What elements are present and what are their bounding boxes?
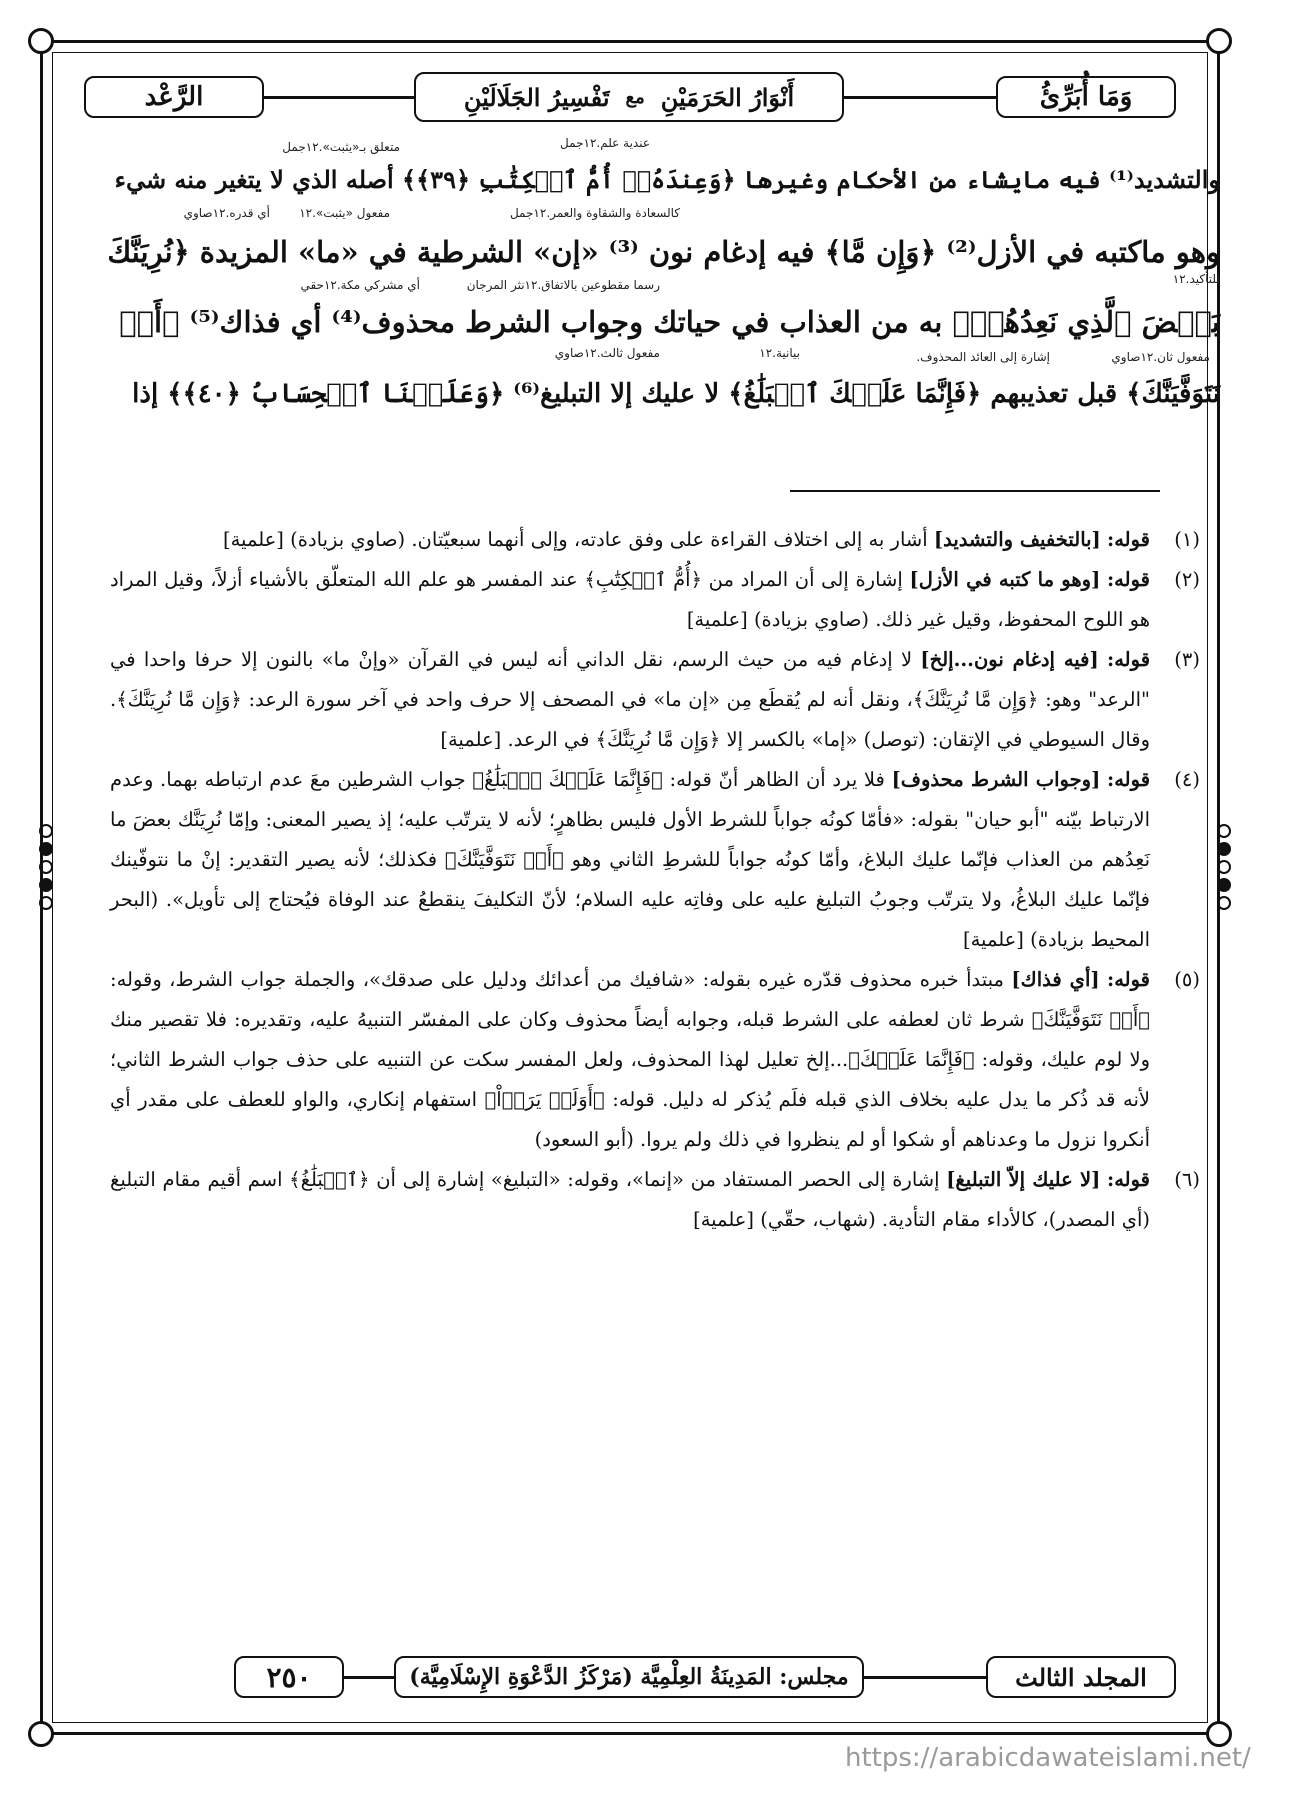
footnote-key: [بالتخفيف والتشديد]	[933, 528, 1101, 551]
footer-publisher: مجلس: المَدِينَةُ العِلْمِيَّة (مَرْكَزُ الدَّعْوَةِ الإِسْلَامِيَّة)	[394, 1656, 864, 1698]
footer-rule	[864, 1676, 986, 1679]
interlinear-note: رسما مقطوعين بالاتفاق.١٢نثر المرجان	[466, 278, 660, 292]
footnote-key: [وهو ما كتبه في الأزل]	[909, 568, 1101, 591]
interlinear-note: كالسعادة والشقاوة والعمر.١٢جمل	[509, 206, 680, 220]
header-rule	[264, 96, 414, 99]
corner-ornament-bottom-left	[28, 1721, 54, 1747]
tafsir-line-3: بَعۡضَ ٱلَّذِي نَعِدُهُمۡ﴾ به من العذاب في حياتك وجواب الشرط محذوف⁽⁴⁾ أي فذاك⁽⁵⁾ ﴿أَوۡ	[119, 305, 1220, 339]
footnote-lead: قوله:	[1107, 1168, 1151, 1191]
footnote-lead: قوله:	[1107, 768, 1151, 791]
footnote-text: إشارة إلى أن المراد من ﴿أُمُّ ٱلۡكِتَٰبِ﴾ عند المفسر هو علم الله المتعلّق بالأشياء أزلاً، وقيل المراد هو اللوح المحفوظ، وقيل غير ذلك. (صاوي بزيادة) [علمية]	[110, 568, 1150, 631]
page-footer	[64, 1650, 1196, 1706]
footnote-text: أشار به إلى اختلاف القراءة على وفق عادته، وإلى أنهما سبعيّتان. (صاوي بزيادة) [علمية]	[223, 528, 928, 551]
tafsir-line-4: نَتَوَفَّيَنَّكَ﴾ قبل تعذيبهم ﴿فَإِنَّمَا عَلَيۡكَ ٱلۡبَلَٰغُ﴾ لا عليك إلا التبليغ⁽⁶⁾ ﴿وَعَلَيۡنَا ٱلۡحِسَابُ ﴿٤٠﴾﴾ إذا	[132, 379, 1220, 409]
footnote-lead: قوله:	[1107, 968, 1151, 991]
tafsir-line-1: والتشديد⁽¹⁾ فيه مايشاء من الأحكام وغيرها ﴿وَعِندَهُۥٓ أُمُّ ٱلۡكِتَٰبِ ﴿٣٩﴾﴾ أصله الذي لا يتغير منه شيء	[114, 165, 1220, 194]
footer-rule	[344, 1676, 394, 1679]
footnote-number: (٥)	[1174, 968, 1200, 991]
interlinear-note: مفعول ثالث.١٢صاوي	[554, 346, 660, 360]
footnote-3	[110, 640, 1200, 760]
corner-ornament-top-left	[28, 28, 54, 54]
footnote-5	[110, 960, 1200, 1160]
side-ornament-left	[37, 820, 55, 940]
header-juz-title: وَمَا أُبَرِّئُ	[996, 76, 1176, 118]
interlinear-note: إشارة إلى العائد المحذوف.	[916, 350, 1050, 364]
footnote-number: (٣)	[1174, 648, 1200, 671]
tafsir-main-text	[100, 136, 1220, 470]
page-number: ٢٥٠	[234, 1656, 344, 1698]
footnote-key: [فيه إدغام نون...إلخ]	[920, 648, 1099, 671]
footnote-lead: قوله:	[1106, 568, 1150, 591]
footnote-2	[110, 560, 1200, 640]
footnote-text: فلا يرد أن الظاهر أنّ قوله: ﴿فَإِنَّمَا عَلَيۡكَ ٱلۡبَلَٰغُ﴾ جواب الشرطين معَ عدم ارتباطه بهما. وعدم الارتباط بيّنه "أبو حيان" بقوله: «فأمّا كونُه جواباً للشرط الأول فليس بظاهرٍ؛ لأنه لا يترتّب عليه؛ إذ يصير المعنى: وإمّا نُرِيَنَّك بعضَ ما نَعِدُهم من العذاب فإنّما عليك البلاغ، وأمّا كونُه جواباً للشرطِ الثاني وهو ﴿أَوۡ نَتَوَفَّيَنَّكَ﴾ فكذلك؛ لأنه يصير التقدير: إنْ ما نتوفّينك فإنّما عليك البلاغُ، ولا يترتّب وجوبُ التبليغ عليه على وفاتِه عليه السلام؛ لأنّ التكليفَ ينقطعُ عند الوفاة فيُحتاج إلى تأويل». (البحر المحيط بزيادة) [علمية]	[110, 768, 1150, 951]
footnote-6	[110, 1160, 1200, 1240]
interlinear-note: عندية علم.١٢جمل	[560, 136, 650, 150]
book-title-anwar: أَنْوَارُ الحَرَمَيْنِ	[660, 82, 795, 112]
footnote-number: (٢)	[1174, 568, 1200, 591]
footnote-key: [وجواب الشرط محذوف]	[891, 768, 1101, 791]
watermark-url: https://arabicdawateislami.net/	[845, 1743, 1251, 1773]
footnote-key: [أي فذاك]	[1011, 968, 1100, 991]
book-title-separator: مع	[625, 86, 645, 108]
footnote-text: لا إدغام فيه من حيث الرسم، نقل الداني أنه ليس في القرآن «وإنْ ما» بالنون إلا حرفا واحدا في "الرعد" وهو: ﴿وَإِن مَّا نُرِيَنَّكَ﴾، ونقل أنه لم يُقطَع مِن «إن ما» في المصحف إلا حرف واحد في آخر سورة الرعد: ﴿وَإِن مَّا نُرِيَنَّكَ﴾. وقال السيوطي في الإتقان: (توصل) «إما» بالكسر إلا ﴿وَإِن مَّا نُرِيَنَّكَ﴾ في الرعد. [علمية]	[110, 648, 1150, 751]
book-title-tafsir: تَفْسِيرُ الجَلَالَيْنِ	[463, 82, 610, 112]
page-header	[64, 70, 1196, 132]
footnote-lead: قوله:	[1107, 648, 1151, 671]
footer-volume-label: المجلد الثالث	[986, 1656, 1176, 1698]
footnote-lead: قوله:	[1107, 528, 1150, 551]
interlinear-note: أي مشركي مكة.١٢حقي	[300, 278, 420, 292]
footnote-number: (٦)	[1174, 1168, 1200, 1191]
footnote-text: إشارة إلى الحصر المستفاد من «إنما»، وقوله: «التبليغ» إشارة إلى أن ﴿ٱلۡبَلَٰغُ﴾ اسم أقيم مقام التبليغ (أي المصدر)، كالأداء مقام التأدية. (شهاب، حقّي) [علمية]	[110, 1168, 1150, 1231]
header-rule	[844, 96, 996, 99]
tafsir-line-2: وهو ماكتبه في الأزل⁽²⁾ ﴿وَإِن مَّا﴾ فيه إدغام نون ⁽³⁾ «إن» الشرطية في «ما» المزيدة ﴿نُرِيَنَّكَ	[107, 235, 1220, 269]
footnote-text: مبتدأ خبره محذوف قدّره غيره بقوله: «شافيك من أعدائك ودليل على صدقك»، والجملة جواب الشرط، وقوله: ﴿أَوۡ نَتَوَفَّيَنَّكَ﴾ شرط ثان لعطفه على الشرط قبله، وجوابه أيضاً محذوف وكان على المفسّر التنبيهُ عليه، وتقديره: فلا تقصير منك ولا لوم عليك، وقوله: ﴿فَإِنَّمَا عَلَيۡكَ﴾...إلخ تعليل لهذا المحذوف، ولعل المفسر سكت عن التنبيه على حذف جواب الشرط الثاني؛ لأنه قد ذُكر ما يدل عليه بخلاف الذي قبله فلَم يُذكر له دليل. قوله: ﴿أَوَلَمۡ يَرَوۡاْ﴾ استفهام إنكاري، والواو للعطف على مقدر أي أنكروا نزول ما وعدناهم أو شكوا أو لم ينظروا في ذلك ولم يروا. (أبو السعود)	[110, 968, 1150, 1151]
footnote-divider	[790, 490, 1160, 492]
interlinear-note: متعلق بـ«يثبت».١٢جمل	[282, 140, 400, 154]
footnote-number: (١)	[1174, 528, 1200, 551]
interlinear-note: أي قدره.١٢صاوي	[183, 206, 270, 220]
header-surah-title: الرَّعْد	[84, 76, 264, 118]
side-ornament-right	[1215, 820, 1233, 940]
interlinear-note: مفعول «يثبت».١٢	[299, 206, 390, 220]
interlinear-note: بيانية.١٢	[759, 346, 800, 360]
footnote-1	[110, 520, 1200, 560]
footnote-4	[110, 760, 1200, 960]
header-book-title	[414, 72, 844, 122]
interlinear-note: مفعول ثان.١٢صاوي	[1111, 350, 1210, 364]
footnotes-section	[110, 520, 1200, 1240]
corner-ornament-top-right	[1206, 28, 1232, 54]
footnote-key: [لا عليك إلاّ التبليغ]	[946, 1168, 1101, 1191]
interlinear-note: للتأكيد.١٢	[1172, 272, 1220, 286]
footnote-number: (٤)	[1174, 768, 1200, 791]
